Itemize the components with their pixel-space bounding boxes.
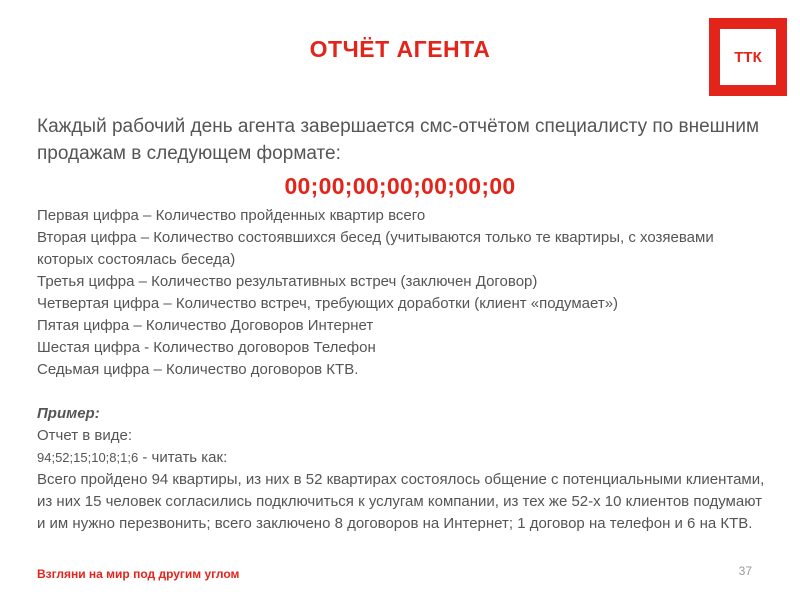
logo-text: ТТК xyxy=(734,48,762,66)
digit-item: Шестая цифра - Количество договоров Телефон xyxy=(37,339,376,356)
example-line: Отчет в виде: xyxy=(37,427,132,444)
example-explanation: Всего пройдено 94 квартиры, из них в 52 квартирах состоялось общение с потенциальными клиентами, из них 15 человек согласились подключиться к услугам компании, из тех же 52-х 10 клиентов подумают и им нужно перезвонить; всего заключено 8 договоров на Интернет; 1 договор на телефон и 6 на КТВ. xyxy=(37,471,765,532)
digit-item: Третья цифра – Количество результативных встреч (заключен Договор) xyxy=(37,273,538,290)
page-number: 37 xyxy=(738,564,752,578)
digits-list xyxy=(37,205,767,381)
ttk-logo xyxy=(709,18,787,96)
page-title: ОТЧЁТ АГЕНТА xyxy=(309,36,491,62)
code-format: 00;00;00;00;00;00;00 xyxy=(284,173,516,199)
example-code-suffix: - читать как: xyxy=(138,449,228,466)
footer-slogan: Взгляни на мир под другим углом xyxy=(37,567,240,581)
digit-item: Седьмая цифра – Количество договоров КТВ. xyxy=(37,361,359,378)
digit-item: Пятая цифра – Количество Договоров Интернет xyxy=(37,317,374,334)
example-block xyxy=(37,403,767,535)
example-code-line xyxy=(37,447,767,469)
digit-item: Вторая цифра – Количество состоявшихся бесед (учитываются только те квартиры, с хозяевами которых состоялась беседа) xyxy=(37,229,714,268)
intro-text: Каждый рабочий день агента завершается смс-отчётом специалисту по внешним продажам в следующем формате: xyxy=(37,116,760,164)
example-code: 94;52;15;10;8;1;6 xyxy=(37,450,139,465)
example-label: Пример: xyxy=(37,405,100,422)
digit-item: Четвертая цифра – Количество встреч, требующих доработки (клиент «подумает») xyxy=(37,295,619,312)
digit-item: Первая цифра – Количество пройденных квартир всего xyxy=(37,207,426,224)
